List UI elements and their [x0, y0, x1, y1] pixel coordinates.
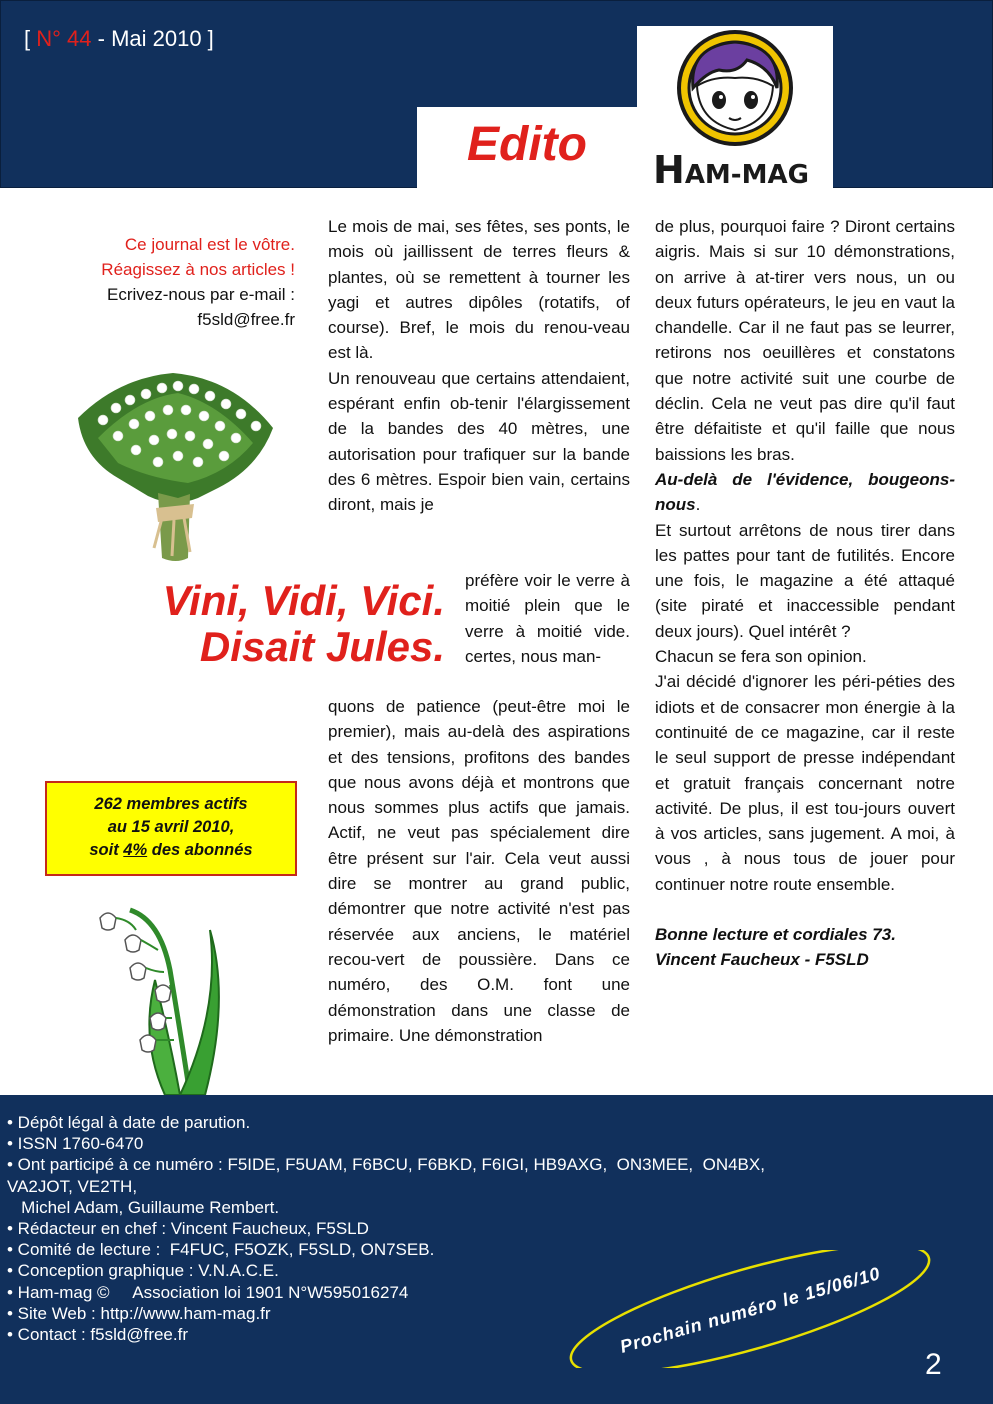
issue-label: [ N° 44 - Mai 2010 ] [24, 26, 214, 51]
ham-mag-logo [637, 26, 833, 192]
members-line-3: soit 4% des abonnés [89, 841, 253, 859]
article-emphasis: Au-delà de l'évidence, bougeons-nous. [655, 469, 955, 515]
credit-line: • Ham-mag © Association loi 1901 N°W595016274 [7, 1282, 409, 1302]
credit-line: • Conception graphique : V.N.A.C.E. [7, 1261, 279, 1281]
members-line-1: 262 membres actifs [94, 795, 248, 813]
credit-line: VA2JOT, VE2TH, [7, 1176, 138, 1196]
article-paragraph: Le mois de mai, ses fêtes, ses ponts, le mois où jaillissent de terres fleurs & plantes, où se remettent à tourner les yagi et autres dipôles (rotatifs, of course). Bref, le mois du renou-veau est là. [328, 217, 630, 363]
members-stat-box [45, 781, 297, 876]
article-paragraph: Un renouveau que certains attendaient, espérant enfin ob-tenir l'élargissement de la bandes des 40 mètres, une autorisation pour trafiquer sur la bande des 6 mètres. Espoir bien vain, certains diront, mais je [328, 368, 630, 515]
section-title: Edito [467, 118, 587, 171]
invitation-line-2: Réagissez à nos articles ! [101, 260, 295, 279]
lily-bouquet-icon [58, 358, 288, 568]
reader-invitation [40, 232, 295, 332]
next-issue-badge [560, 1250, 940, 1368]
credit-line: Michel Adam, Guillaume Rembert. [7, 1197, 280, 1217]
invitation-line-1: Ce journal est le vôtre. [124, 235, 295, 254]
article-column-1-top [328, 214, 630, 518]
members-percentage: 4% [123, 841, 148, 859]
article-column-1-bottom [328, 694, 630, 1048]
credit-line: • Dépôt légal à date de parution. [7, 1113, 251, 1132]
website-link[interactable]: • Site Web : http://www.ham-mag.fr [7, 1303, 271, 1323]
page-number: 2 [925, 1348, 942, 1381]
article-column-1-wrap [465, 568, 630, 669]
section-title-box [417, 107, 637, 189]
lily-stem-icon [70, 890, 260, 1095]
logo-wordmark: HAM-MAG [653, 148, 809, 192]
article-column-2 [655, 214, 955, 973]
pull-quote-line-2: Disait Jules. [199, 623, 445, 670]
article-paragraph: J'ai décidé d'ignorer les péri-péties des idiots et de consacrer mon énergie à la continuité de ce magazine, car il reste le seul support de presse indépendant et gratuit français concernant notre activité. De plus, il est tou-jours ouvert à vos articles, sans jugement. A moi, à vous , à nous tous de jouer pour continuer notre route ensemble. [655, 672, 955, 894]
credit-line: • Rédacteur en chef : Vincent Faucheux, F5SLD [7, 1219, 369, 1239]
credit-line: • Ont participé à ce numéro : F5IDE, F5UAM, F6BCU, F6BKD, F6IGI, HB9AXG, ON3MEE, ON4BX, [7, 1155, 765, 1175]
article-paragraph: préfère voir le verre à moitié plein que le verre à moitié vide. certes, nous man- [465, 571, 630, 666]
article-paragraph: quons de patience (peut-être moi le premier), mais au-delà des aspirations et des tensions, profitons des bandes que nous avons déjà et montrons que nous sommes plus actifs que jamais. Actif, ne veut pas spécialement dire être présent sur l'air. Cela veut aussi dire se montrer au grand public, démontrer que notre activité n'est pas réservée aux anciens, le matériel recou-vert de poussière. Dans ce numéro, des O.M. font une démonstration dans une classe de primaire. Une démonstration [328, 697, 630, 1045]
members-line-2: au 15 avril 2010, [107, 818, 235, 836]
contact-email[interactable]: f5sld@free.fr [197, 310, 295, 329]
article-paragraph: Chacun se fera son opinion. [655, 647, 867, 667]
pull-quote [90, 578, 445, 670]
credit-line: • ISSN 1760-6470 [7, 1134, 144, 1154]
pull-quote-line-1: Vini, Vidi, Vici. [162, 577, 445, 624]
credit-line: • Comité de lecture : F4FUC, F5OZK, F5SLD, ON7SEB. [7, 1240, 435, 1260]
signature-greeting: Bonne lecture et cordiales 73. [655, 925, 896, 945]
signature-author: Vincent Faucheux - F5SLD [655, 950, 869, 970]
issue-number: N° 44 [36, 26, 92, 51]
contact-link[interactable]: • Contact : f5sld@free.fr [7, 1325, 188, 1345]
mascot-head-icon [637, 26, 833, 146]
invitation-line-3: Ecrivez-nous par e-mail : [106, 285, 295, 304]
article-paragraph: de plus, pourquoi faire ? Diront certains aigris. Mais si sur 10 démonstrations, on arrive à at-tirer vers nous, un ou deux futurs opérateurs, le jeu en vaut la chandelle. Car il ne faut pas se leurrer, retirons nos oeuillères et constatons que notre activité suit une courbe de déclin. Cela ne veut pas dire qu'il faut être défaitiste et qu'il faille que nous baissions les bras. [655, 217, 955, 464]
next-issue-text: Prochain numéro le 15/06/10 [617, 1263, 883, 1357]
article-paragraph: Et surtout arrêtons de nous tirer dans les pattes pour tant de futilités. Encore une fois, le magazine a été attaqué (site piraté et inaccessible pendant deux jours). Quel intérêt ? [655, 520, 955, 641]
